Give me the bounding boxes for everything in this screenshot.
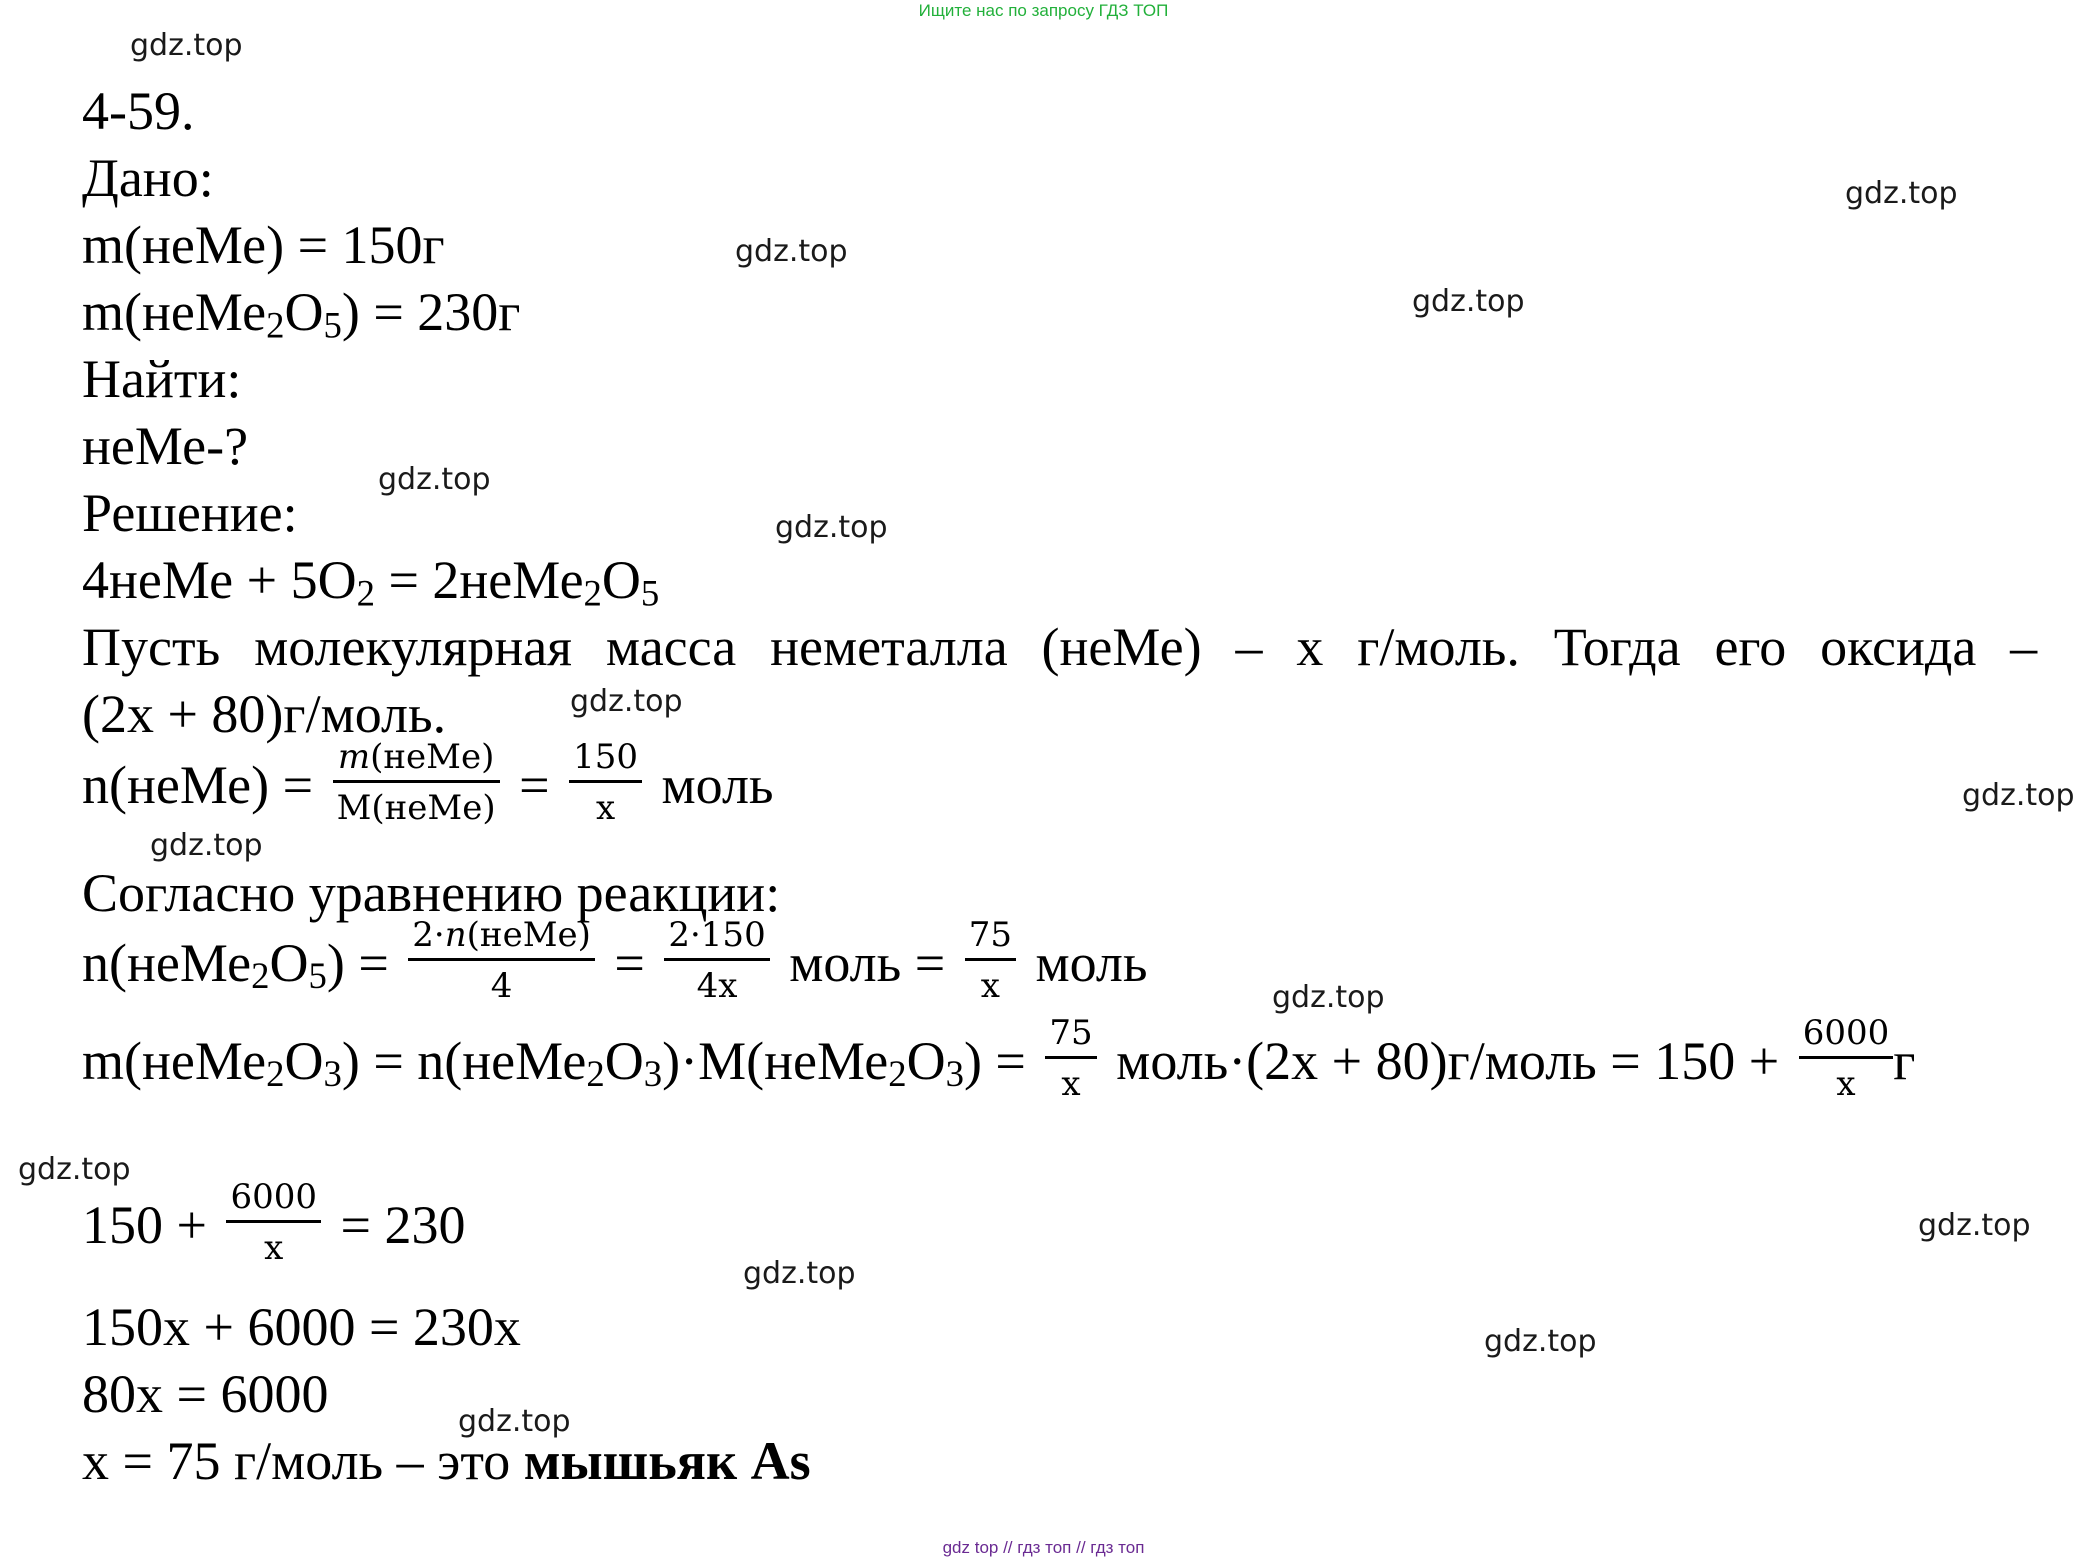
watermark: gdz.top [775,510,888,545]
find-item: неМе-? [82,416,249,476]
find-heading: Найти: [82,349,242,409]
top-banner: Ищите нас по запросу ГДЗ ТОП [918,1,1169,20]
solve-step-3: 80x = 6000 [82,1364,329,1424]
explanation-line-2: (2x + 80)г/моль. [82,684,447,744]
problem-number: 4-59. [82,81,195,141]
fraction: $\frac{\text{m(неМе)}}{\text{M(неМе)}}$ [333,740,500,825]
fraction: $\frac{2\cdot 150}{4x}$ [664,918,769,1003]
watermark: gdz.top [1845,176,1958,211]
answer-line: x = 75 г/моль – это мышьяк As [82,1431,811,1491]
watermark: gdz.top [130,28,243,63]
given-heading: Дано: [82,148,214,208]
oxide-mass-equation: $m(неМе_2O_3)$ = $n(неМе_2O_3)\cdot M(неМе_2O_3)$ = $\frac{75}{x}$ моль·(2x + 80)г/моль = 150 + $\frac{6000}{x}$ г [82,1013,1916,1104]
fraction: $\frac{75}{x}$ [965,918,1016,1003]
solution-heading: Решение: [82,483,298,543]
watermark: gdz.top [570,684,683,719]
watermark: gdz.top [1484,1324,1597,1359]
solve-step-2: 150x + 6000 = 230x [82,1297,521,1357]
amount-equation: n(неМе) = $\frac{\text{m(неМе)}}{\text{M(неМе)}}$ = $\frac{150}{x}$ моль [82,737,774,828]
fraction: $\frac{75}{x}$ [1045,1016,1096,1101]
fraction: $\frac{6000}{x}$ [226,1180,321,1265]
reaction-equation: 4неМе + $5O_2$ = $2неМе_2O_5$ [82,550,660,614]
given-mass-oxide: $m(неМе_2O_5) = 230г$ [82,282,521,346]
watermark: gdz.top [150,828,263,863]
solve-step-1: 150 + $\frac{6000}{x}$ = 230 [82,1177,466,1268]
watermark: gdz.top [1962,778,2075,813]
oxide-amount-equation: $n(неМе_2O_5)$ = $\frac{\text{2·n(неМе)}}{4}$ = $\frac{2\cdot 150}{4x}$ моль = $\frac{75}{x}$ моль [82,915,1148,1006]
reaction-note: Согласно уравнению реакции: [82,863,781,923]
footer: gdz top // гдз топ // гдз топ [942,1538,1145,1557]
watermark: gdz.top [458,1404,571,1439]
watermark: gdz.top [743,1256,856,1291]
explanation-line-1: Пусть молекулярная масса неметалла (неМе) – x г/моль. Тогда его оксида – [82,617,2038,677]
fraction: $\frac{150}{x}$ [569,740,642,825]
watermark: gdz.top [735,234,848,269]
given-mass-nonmetal: m(неМе) = 150г [82,215,445,275]
watermark: gdz.top [1412,284,1525,319]
watermark: gdz.top [378,462,491,497]
fraction: $\frac{\text{2·n(неМе)}}{4}$ [408,918,595,1003]
watermark: gdz.top [1272,980,1385,1015]
watermark: gdz.top [1918,1208,2031,1243]
watermark: gdz.top [18,1152,131,1187]
fraction: $\frac{6000}{x}$ [1799,1016,1894,1101]
